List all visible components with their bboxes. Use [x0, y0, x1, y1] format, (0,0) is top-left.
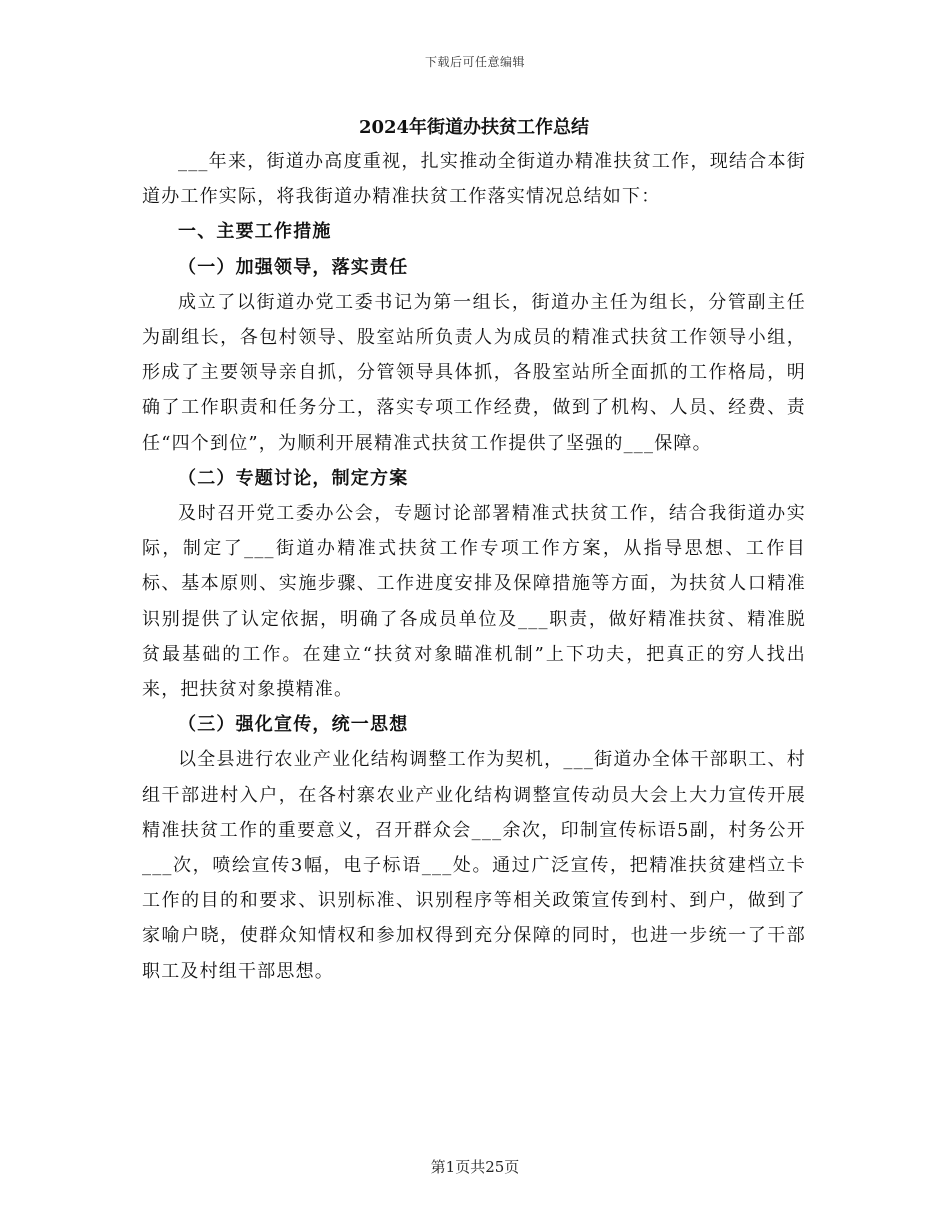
document-body — [142, 112, 806, 989]
intro-paragraph: ___年来，街道办高度重视，扎实推动全街道办精准扶贫工作，现结合本街道办工作实际，将我街道办精准扶贫工作落实情况总结如下： — [142, 151, 806, 208]
paragraph-leadership: 成立了以街道办党工委书记为第一组长，街道办主任为组长，分管副主任为副组长，各包村领导、股室站所负责人为成员的精准式扶贫工作领导小组，形成了主要领导亲自抓，分管领导具体抓，各股室站所全面抓的工作格局，明确了工作职责和任务分工，落实专项工作经费，做到了机构、人员、经费、责任“四个到位”，为顺利开展精准式扶贫工作提供了坚强的___保障。 — [142, 291, 806, 454]
paragraph-discussion: 及时召开党工委办公会，专题讨论部署精准式扶贫工作，结合我街道办实际，制定了___街道办精准式扶贫工作专项工作方案，从指导思想、工作目标、基本原则、实施步骤、工作进度安排及保障措施等方面，为扶贫人口精准识别提供了认定依据，明确了各成员单位及___职责，做好精准扶贫、精准脱贫最基础的工作。在建立“扶贫对象瞄准机制”上下功夫，把真正的穷人找出来，把扶贫对象摸精准。 — [142, 503, 806, 701]
document-title: 2024年街道办扶贫工作总结 — [358, 117, 590, 138]
subsection-heading-discussion: （二）专题讨论，制定方案 — [178, 467, 409, 489]
section-heading-main-measures: 一、主要工作措施 — [178, 221, 332, 243]
paragraph-publicity: 以全县进行农业产业化结构调整工作为契机，___街道办全体干部职工、村组干部进村入户，在各村寨农业产业化结构调整宣传动员大会上大力宣传开展精准扶贫工作的重要意义，召开群众会___余次，印制宣传标语5副，村务公开___次，喷绘宣传3幅，电子标语___处。通过广泛宣传，把精准扶贫建档立卡工作的目的和要求、识别标准、识别程序等相关政策宣传到村、到户，做到了家喻户晓，使群众知情权和参加权得到充分保障的同时，也进一步统一了干部职工及村组干部思想。 — [142, 749, 806, 982]
subsection-heading-leadership: （一）加强领导，落实责任 — [178, 256, 409, 278]
header-note: 下载后可任意编辑 — [424, 55, 525, 69]
subsection-heading-publicity: （三）强化宣传，统一思想 — [178, 714, 409, 736]
page-number: 第1页共25页 — [430, 1158, 520, 1176]
